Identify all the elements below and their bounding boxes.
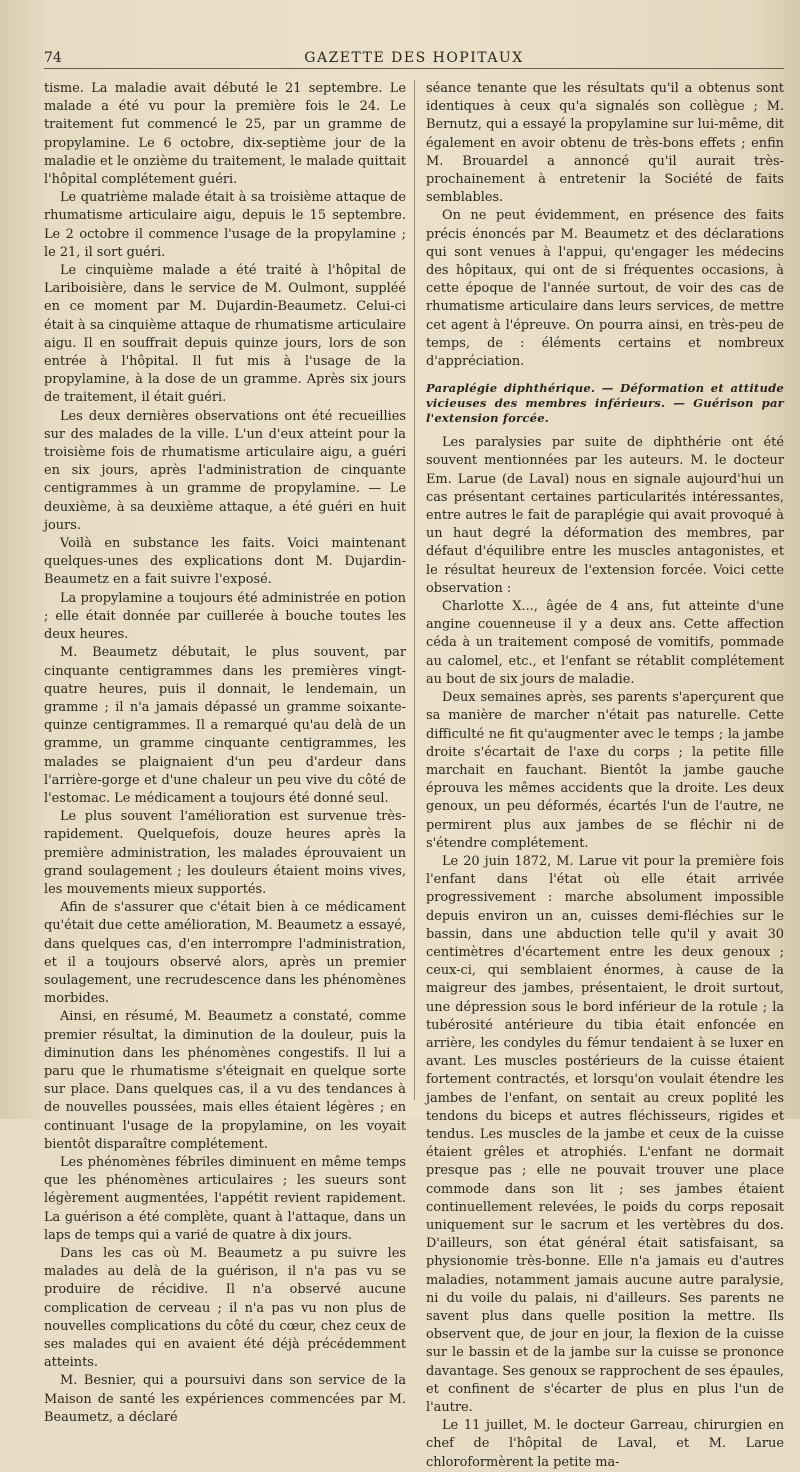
page-header bbox=[44, 46, 784, 69]
paragraph: Afin de s'assurer que c'était bien à ce médicament qu'était due cette amélioration, M. Beaumetz a essayé, dans quelques cas, d'en interrompre l'administration, et il a toujours observé alors, après un premier soulagement, une recrudescence dans les phénomènes morbides. bbox=[44, 900, 406, 1007]
paragraph: La propylamine a toujours été administrée en potion ; elle était donnée par cuillerée à bouche toutes les deux heures. bbox=[44, 590, 406, 643]
paragraph: Les deux dernières observations ont été recueillies sur des malades de la ville. L'un d'eux atteint pour la troisième fois de rhumatisme articulaire aigu, a guéri en six jours, après l'administration de cinquante centigrammes à un gramme de propylamine. — Le deuxième, à sa deuxième attaque, a été guéri en huit jours. bbox=[44, 408, 406, 533]
right-column bbox=[426, 80, 784, 1470]
paragraph: Les phénomènes fébriles diminuent en même temps que les phénomènes articulaires ; les sueurs sont légèrement augmentées, l'appétit revient rapidement. La guérison a été complète, quant à l'attaque, dans un laps de temps qui a varié de quatre à dix jours. bbox=[44, 1154, 406, 1243]
paragraph: M. Beaumetz débutait, le plus souvent, par cinquante centigrammes dans les premières vingt-quatre heures, puis il donnait, le lendemain, un gramme ; il n'a jamais dépassé un gramme soixante-quinze centigrammes. Il a remarqué qu'au delà de un gramme, un gramme cinquante centigrammes, les malades se plaignaient d'un peu d'ardeur dans l'arrière-gorge et d'une chaleur un peu vive du côté de l'estomac. Le médicament a toujours été donné seul. bbox=[44, 645, 406, 806]
paragraph: Deux semaines après, ses parents s'aperçurent que sa manière de marcher n'était pas naturelle. Cette difficulté ne fit qu'augmenter avec le temps ; la jambe droite s'écartait de l'axe du corps ; la petite fille marchait en fauchant. Bientôt la jambe gauche éprouva les mêmes accidents que la droite. Les deux genoux, un peu déformés, écartés l'un de l'autre, ne permirent plus aux jambes de se fléchir ni de s'étendre complétement. bbox=[426, 690, 784, 851]
page-number: 74 bbox=[44, 50, 62, 66]
paragraph: Le 11 juillet, M. le docteur Garreau, chirurgien en chef de l'hôpital de Laval, et M. Larue chloroformèrent la petite ma- bbox=[426, 1418, 784, 1470]
paragraph: Charlotte X..., âgée de 4 ans, fut atteinte d'une angine couenneuse il y a deux ans. Cette affection céda à un traitement composé de vomitifs, pommade au calomel, etc., et l'enfant se rétablit complétement au bout de six jours de maladie. bbox=[426, 599, 784, 687]
paragraph: On ne peut évidemment, en présence des faits précis énoncés par M. Beaumetz et des déclarations qui sont venues à l'appui, qu'engager les médecins des hôpitaux, qui ont de si fréquentes occasions, à cette époque de l'année surtout, de voir des cas de rhumatisme articulaire dans leurs services, de mettre cet agent à l'épreuve. On pourra ainsi, en très-peu de temps, de : éléments certains et nombreux d'appréciation. bbox=[426, 208, 784, 370]
paragraph: séance tenante que les résultats qu'il a obtenus sont identiques à ceux qu'a signalés son collègue ; M. Bernutz, qui a essayé la propylamine sur lui-même, dit également en avoir obtenu de très-bons effets ; enfin M. Brouardel a annoncé qu'il aurait très-prochainement à entretenir la Société de faits semblables. bbox=[426, 81, 784, 206]
journal-title: GAZETTE DES HOPITAUX bbox=[304, 50, 524, 66]
paragraph: Le 20 juin 1872, M. Larue vit pour la première fois l'enfant dans l'état où elle était arrivée progressivement : marche absolument impossible depuis environ un an, cuisses demi-fléchies sur le bassin, dans une abduction telle qu'il y avait 30 centimètres d'écartement entre les deux genoux ; ceux-ci, qui semblaient énormes, à cause de la maigreur des jambes, présentaient, le droit surtout, une dépression sous le bord inférieur de la rotule ; la tubérosité antérieure du tibia était enfoncée en arrière, les condyles du fémur tendaient à se luxer en avant. Les muscles postérieurs de la cuisse étaient fortement contractés, et lorsqu'on voulait étendre les jambes de l'enfant, on sentait au creux poplité les tendons du biceps et autres fléchisseurs, rigides et tendus. Les muscles de la jambe et ceux de la cuisse étaient grêles et atrophiés. L'enfant ne dormait presque pas ; elle ne pouvait trouver une place commode dans son lit ; ses jambes étaient continuellement relevées, le poids du corps reposait uniquement sur le sacrum et les vertèbres du dos. D'ailleurs, son état général était satisfaisant, sa physionomie très-bonne. Elle n'a jamais eu d'autres maladies, notamment jamais aucune autre paralysie, ni du voile du palais, ni d'ailleurs. Ses parents ne savent plus dans quelle position la mettre. Ils observent que, de jour en jour, la flexion de la cuisse sur le bassin et de la jambe sur la cuisse se prononce davantage. Ses genoux se rapprochent de ses épaules, et confinent de s'écarter de plus en plus l'un de l'autre. bbox=[426, 853, 784, 1416]
paragraph: Ainsi, en résumé, M. Beaumetz a constaté, comme premier résultat, la diminution de la douleur, puis la diminution dans les phénomènes congestifs. Il lui a paru que le rhumatisme s'éteignait en quelque sorte sur place. Dans quelques cas, il a vu des tendances à de nouvelles poussées, mais elles étaient légères ; en continuant l'usage de la propylamine, on les voyait bientôt disparaître complétement. bbox=[44, 1009, 406, 1152]
paragraph: M. Besnier, qui a poursuivi dans son service de la Maison de santé les expériences commencées par M. Beaumetz, a déclaré bbox=[44, 1373, 406, 1425]
column-divider bbox=[414, 80, 415, 1100]
paragraph: tisme. La maladie avait débuté le 21 septembre. Le malade a été vu pour la première fois le 24. Le traitement fut commencé le 25, par un gramme de propylamine. Le 6 octobre, dix-septième jour de la maladie et le onzième du traitement, le malade quittait l'hôpital complétement guéri. bbox=[44, 81, 406, 188]
paragraph: Voilà en substance les faits. Voici maintenant quelques-unes des explications dont M. Dujardin-Beaumetz en a fait suivre l'exposé. bbox=[44, 536, 406, 588]
paragraph: Le quatrième malade était à sa troisième attaque de rhumatisme articulaire aigu, depuis le 15 septembre. Le 2 octobre il commence l'usage de la propylamine ; le 21, il sort guéri. bbox=[44, 190, 406, 260]
section-title: Paraplégie diphthérique. — Déformation et attitude vicieuses des membres inférieurs. — Guérison par l'extension forcée. bbox=[426, 381, 784, 426]
paragraph: Le plus souvent l'amélioration est survenue très-rapidement. Quelquefois, douze heures après la première administration, les malades éprouvaient un grand soulagement ; les douleurs étaient moins vives, les mouvements mieux supportés. bbox=[44, 809, 406, 897]
left-column bbox=[44, 80, 406, 1425]
paragraph: Dans les cas où M. Beaumetz a pu suivre les malades au delà de la guérison, il n'a pas vu se produire de récidive. Il n'a observé aucune complication de cerveau ; il n'a pas vu non plus de nouvelles complications du côté du cœur, chez ceux de ses malades qui en avaient été déjà précédemment atteints. bbox=[44, 1246, 406, 1371]
section-heading bbox=[426, 381, 784, 426]
paragraph: Les paralysies par suite de diphthérie ont été souvent mentionnées par les auteurs. M. le docteur Em. Larue (de Laval) nous en signale aujourd'hui un cas présentant certaines particularités intéressantes, entre autres le fait de paraplégie qui avait provoqué à un haut degré la déformation des membres, par défaut d'équilibre entre les muscles antagonistes, et le résultat heureux de l'extension forcée. Voici cette observation : bbox=[426, 435, 784, 596]
paragraph: Le cinquième malade a été traité à l'hôpital de Lariboisière, dans le service de M. Oulmont, suppléé en ce moment par M. Dujardin-Beaumetz. Celui-ci était à sa cinquième attaque de rhumatisme articulaire aigu. Il en souffrait depuis quinze jours, lors de son entrée à l'hôpital. Il fut mis à l'usage de la propylamine, à la dose de un gramme. Après six jours de traitement, il était guéri. bbox=[44, 263, 406, 406]
